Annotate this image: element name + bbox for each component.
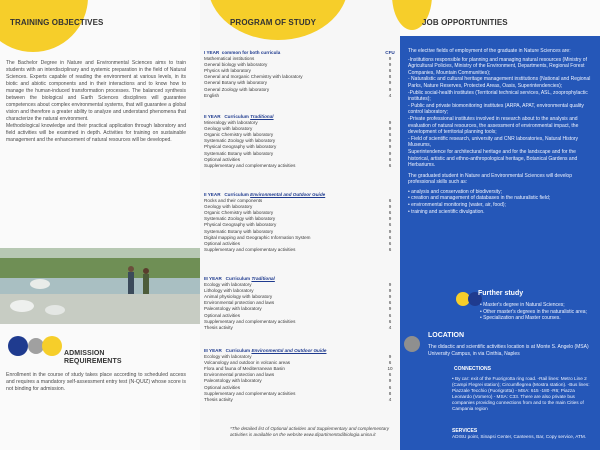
course-cfu: 6 — [388, 210, 392, 216]
course-name: Thesis activity — [204, 396, 233, 402]
course-name: Ecology with laboratory — [204, 282, 252, 288]
course-name: General and Inorganic Chemistry with laboratory — [204, 74, 303, 80]
course-cfu: 6 — [388, 240, 392, 246]
training-title: TRAINING OBJECTIVES — [10, 18, 104, 27]
course-cfu: 9 — [388, 204, 392, 210]
course-cfu: 9 — [388, 228, 392, 234]
course-cfu: 9 — [388, 150, 392, 156]
course-name: Geology with laboratory — [204, 204, 253, 210]
course-cfu: 9 — [388, 288, 392, 294]
course-name: Systematic Zoology with laboratory — [204, 138, 276, 144]
course-cfu: 9 — [388, 120, 392, 126]
course-name: Geology with laboratory — [204, 126, 253, 132]
year3b-curriculum: Environmental and Outdoor Guide — [251, 348, 327, 353]
course-cfu: 6 — [388, 246, 392, 252]
course-cfu: 4 — [388, 92, 392, 98]
course-name: Organic Chemistry with laboratory — [204, 132, 274, 138]
course-name: Optional activities — [204, 312, 241, 318]
training-panel — [0, 0, 200, 450]
course-name: General biology with laboratory — [204, 62, 268, 68]
course-name: Lithology with laboratory — [204, 288, 254, 294]
year2b-curriculum: Environmental and Outdoor Guide — [250, 192, 326, 197]
course-cfu: 6 — [388, 312, 392, 318]
course-name: Supplementary and complementary activities — [204, 318, 296, 324]
course-cfu: 6 — [388, 372, 392, 378]
training-paragraph-1: The Bachelor Degree in Nature and Environmental Sciences aims to train students with an interdisciplinary and systemic preparation in the field of Natural Sciences. Experts capable of reading the environment at various levels, in its biotic and abiotic components and in their interactions and to know how to manage the human-induced transformation processes. The balanced synthesis between the biological and Earth Sciences disciplines will guarantee competences about complex environmental systems, that will guarantee a global vision and therefore a greater ability to analyze and understand phenomena that characterize the natural environment. — [6, 60, 186, 122]
course-name: Supplementary and complementary activities — [204, 162, 296, 168]
course-cfu: 8 — [388, 390, 392, 396]
job-field-item: -Institutions responsible for planning and managing natural resources (Ministry of Agricultural Policies, Ministry of the Environment, Departments, Regional Forest Companies, Mountain Communities); — [408, 56, 587, 76]
admission-text: Enrollment in the course of study takes place according to scheduled access and requires a mandatory self-assessment entry test (N-QUIZ) whose score is not binding for admission. — [6, 372, 186, 392]
course-name: Supplementary and complementary activities — [204, 390, 296, 396]
job-field-item: - Field of scientific research, university and CNR laboratories, Natural History Museums, — [408, 135, 579, 149]
course-cfu: 6 — [388, 222, 392, 228]
services-title: SERVICES — [452, 428, 478, 434]
course-cfu: 10 — [387, 366, 393, 372]
course-row — [204, 325, 396, 331]
year3a-prefix: Curriculum — [225, 276, 251, 281]
course-name: Animal physiology with laboratory — [204, 294, 273, 300]
course-name: Paleontology with laboratory — [204, 306, 262, 312]
course-cfu: 6 — [388, 156, 392, 162]
program-title: PROGRAM OF STUDY — [230, 18, 317, 27]
course-name: Systematic Zoology with laboratory — [204, 216, 276, 222]
job-field-item: - Naturalistic and cultural heritage management institutions (National and Regional Parks, Nature Reserves, Protected Areas, Oasis, Superintendencies); — [408, 76, 591, 89]
training-paragraph-2: Methodological knowledge and their practical application through laboratory and field activities will be examined in depth. Activities for training on sustainable management and the enhancement of natural resources will be developed. — [6, 123, 186, 143]
course-name: Physical Geography with laboratory — [204, 144, 277, 150]
course-name: Physics with laboratory — [204, 68, 251, 74]
course-cfu: 6 — [388, 132, 392, 138]
further-study-item: • Specialization and Master courses. — [480, 315, 561, 322]
connections-title: CONNECTIONS — [454, 366, 491, 372]
course-name: Optional activities — [204, 384, 241, 390]
course-name: Systematic Botany with laboratory — [204, 228, 274, 234]
course-name: Volcanology and outdoor in volcanic areas — [204, 360, 291, 366]
year2b-table — [204, 192, 396, 253]
job-field-item: - Public and private biomonitoring institutes (ARPA, APAT, environmental quality control laboratory; — [408, 102, 584, 116]
year2a-curriculum: Traditional — [250, 114, 274, 119]
course-cfu: 6 — [388, 360, 392, 366]
job-field-item: -Private professional institutes involved in research about to the analysis and evaluation of natural resources, the assessment of environmental impact, the development of territorial planning tools; — [408, 115, 579, 136]
course-cfu: 4 — [388, 324, 392, 330]
course-name: Supplementary and complementary activities — [204, 246, 296, 252]
year3a-curriculum: Traditional — [251, 276, 275, 281]
course-cfu: 9 — [388, 216, 392, 222]
course-row — [204, 93, 396, 99]
course-cfu: 9 — [388, 306, 392, 312]
course-cfu: 9 — [388, 378, 392, 384]
location-text: The didactic and scientific activities location is at Monte S. Angelo (MSA) University Campus, in via Cinthia, Naples — [428, 344, 589, 357]
year2b-label: II YEAR — [204, 192, 221, 197]
course-row — [204, 247, 396, 253]
further-list — [480, 302, 594, 322]
photo-illustration — [0, 248, 200, 324]
navy-circle-decoration — [8, 336, 28, 356]
skill-item: • training and scientific divulgation. — [408, 208, 485, 215]
program-panel — [200, 0, 400, 450]
year1-label: I YEAR — [204, 50, 220, 55]
connections-text: • By car: exit of the Fuorigrotta ring road. -Rail lines: Metro Line 2 (Campi Flegrei station); Circumflegrea (Mostra station). -Bus lines: Piazzale Tecchio (Fuorigrotta) - MSA: 615 -180 -R6; Piazza Leonardo (Vomero) - MSA: C33. There are also private bus companies providing connections from and to the main Cities of Campania region — [452, 376, 590, 412]
course-name: Environmental protection and laws — [204, 300, 275, 306]
year3b-label: III YEAR — [204, 348, 222, 353]
course-cfu: 6 — [388, 384, 392, 390]
course-cfu: 9 — [388, 282, 392, 288]
course-cfu: 6 — [388, 234, 392, 240]
course-row — [204, 163, 396, 169]
skills-intro: The graduated student in Nature and Environmental Sciences will develop professional skills such as: — [408, 172, 572, 186]
year1-table — [204, 50, 396, 99]
course-cfu: 6 — [388, 300, 392, 306]
admission-title — [64, 350, 154, 366]
course-cfu: 6 — [388, 68, 392, 74]
further-study-item: • Master's degree in Natural Sciences; — [480, 302, 565, 308]
course-name: Digital mapping and Geographic Information System — [204, 234, 311, 240]
course-cfu: 9 — [388, 62, 392, 68]
course-name: General Botany with laboratory — [204, 80, 268, 86]
course-cfu: 9 — [388, 294, 392, 300]
admission-title-text: ADMISSION REQUIREMENTS — [64, 350, 122, 365]
course-cfu: 6 — [388, 318, 392, 324]
course-cfu: 9 — [388, 144, 392, 150]
year2a-table — [204, 114, 396, 169]
job-field-item: Superintendence for architectural heritage and for the landscape and for the historical, artistic and ethno-anthropological heritage, Botanical Gardens and Herbariums. — [408, 148, 578, 169]
course-name: Thesis activity — [204, 324, 233, 330]
yellow-circle-decoration — [42, 336, 62, 356]
program-footnote: *The detailed list of Optional activities and Supplementary and complementary activities is available on the website www.dipartimentodibiologia.unina.it — [230, 426, 390, 437]
year2a-prefix: Curriculum — [224, 114, 249, 119]
course-cfu: 9 — [388, 86, 392, 92]
course-name: Environmental protection and laws — [204, 372, 275, 378]
gray-circle-decoration — [404, 336, 420, 352]
year2b-prefix: Curriculum — [224, 192, 249, 197]
jobs-intro: The elective fields of employment of the graduate in Nature Sciences are: — [408, 48, 571, 54]
location-title: LOCATION — [428, 332, 465, 339]
services-text: ADISU point, Sinapsi Center, Canteens, Bar, Copy service, ATM. — [452, 434, 587, 439]
cfu-header: CFU — [385, 50, 395, 55]
course-name: Ecology with laboratory — [204, 354, 252, 360]
skill-item: • creation and management of databases in the naturalistic field; — [408, 195, 551, 202]
skill-item: • environmental monitoring (water, air, food); — [408, 202, 506, 209]
year3a-table — [204, 276, 396, 331]
course-cfu: 9 — [388, 138, 392, 144]
course-name: Systematic Botany with laboratory — [204, 150, 274, 156]
course-cfu: 9 — [388, 80, 392, 86]
course-name: Optional activities — [204, 240, 241, 246]
job-field-item: -Public social-health institutes (Territorial technical services, ASL, zooprophylactic institutes); — [408, 89, 588, 103]
further-title: Further study — [478, 290, 524, 297]
course-row — [204, 397, 396, 403]
training-text — [6, 60, 186, 144]
year3b-prefix: Curriculum — [225, 348, 251, 353]
course-name: English — [204, 92, 220, 98]
course-cfu: 9 — [388, 56, 392, 62]
course-cfu: 9 — [388, 354, 392, 360]
year3a-label: III YEAR — [204, 276, 222, 281]
course-name: Organic Chemistry with laboratory — [204, 210, 274, 216]
course-cfu: 4 — [388, 396, 392, 402]
course-name: Paleontology with laboratory — [204, 378, 262, 384]
course-name: Mathematical institutions — [204, 56, 255, 62]
course-name: Rocks and their components — [204, 198, 263, 204]
course-name: Physical Geography with laboratory — [204, 222, 277, 228]
skill-item: • analysis and conservation of biodiversity; — [408, 188, 503, 195]
course-name: Optional activities — [204, 156, 241, 162]
jobs-title: JOB OPPORTUNITIES — [422, 18, 508, 27]
course-cfu: 6 — [388, 198, 392, 204]
course-name: Flora and fauna of Mediterranean Basin — [204, 366, 285, 372]
course-name: General Zoology with laboratory — [204, 86, 270, 92]
course-cfu: 8 — [388, 74, 392, 80]
course-cfu: 9 — [388, 126, 392, 132]
further-study-item: • Other master's degrees in the naturalistic area; — [480, 308, 587, 315]
course-name: Mineralogy with laboratory — [204, 120, 258, 126]
course-cfu: 6 — [388, 162, 392, 168]
jobs-text-block — [408, 48, 594, 215]
field-trip-photo — [0, 248, 200, 324]
year1-curriculum: common for both curricula — [221, 50, 281, 55]
year3b-table — [204, 348, 396, 403]
year2a-label: II YEAR — [204, 114, 221, 119]
